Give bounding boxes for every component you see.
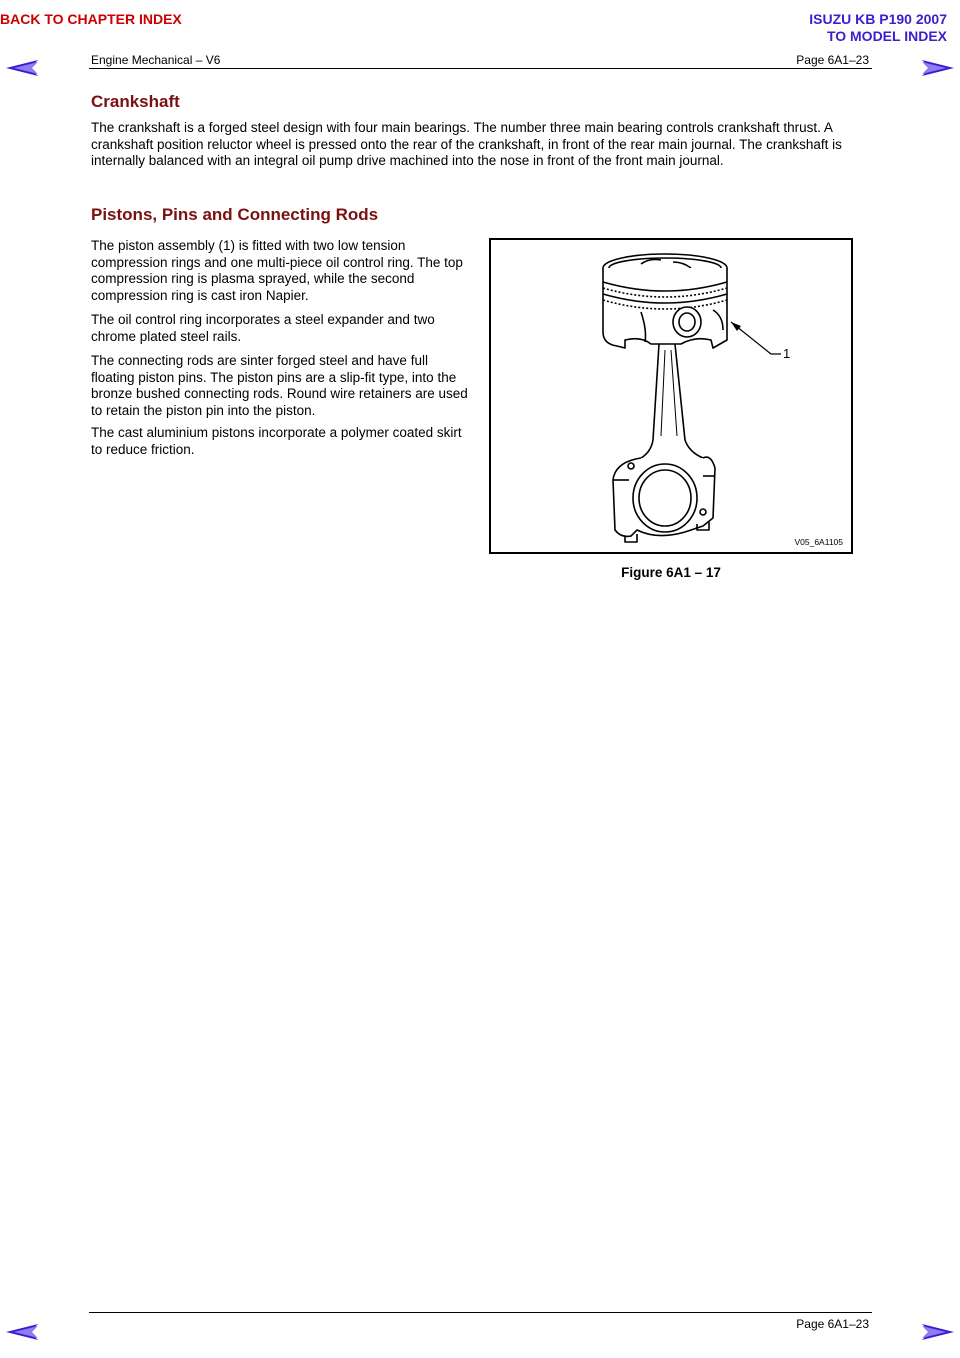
pistons-heading: Pistons, Pins and Connecting Rods — [91, 205, 379, 224]
figure-code: V05_6A1105 — [794, 537, 843, 547]
pistons-paragraph-4: The cast aluminium pistons incorporate a polymer coated skirt to reduce friction. — [91, 425, 462, 457]
next-page-arrow-icon[interactable] — [918, 59, 956, 77]
piston-connecting-rod-figure — [489, 238, 853, 554]
crankshaft-heading: Crankshaft — [91, 92, 180, 111]
model-title-link[interactable]: ISUZU KB P190 2007 — [809, 11, 947, 27]
figure-callout-1: 1 — [783, 346, 791, 361]
previous-page-arrow-icon[interactable] — [4, 59, 42, 77]
back-to-chapter-index-link[interactable]: BACK TO CHAPTER INDEX — [0, 11, 182, 27]
pistons-paragraph-3: The connecting rods are sinter forged steel and have full floating piston pins. The piston pins are a slip-fit type, into the bronze bushed connecting rods. Round wire retainers are used to retain the piston pin into the piston. — [91, 353, 468, 418]
footer-page-number: Page 6A1–23 — [796, 1317, 869, 1331]
footer-rule — [89, 1312, 872, 1313]
pistons-paragraph-2: The oil control ring incorporates a steel expander and two chrome plated steel rails. — [91, 312, 435, 344]
figure-caption: Figure 6A1 – 17 — [621, 565, 721, 580]
piston-rod-illustration — [491, 240, 851, 552]
to-model-index-link[interactable]: TO MODEL INDEX — [826, 28, 947, 44]
previous-page-arrow-icon-bottom[interactable] — [4, 1323, 42, 1341]
header-rule — [89, 68, 872, 69]
header-section-title: Engine Mechanical – V6 — [91, 53, 221, 67]
next-page-arrow-icon-bottom[interactable] — [918, 1323, 956, 1341]
header-page-number: Page 6A1–23 — [796, 53, 869, 67]
pistons-paragraph-1: The piston assembly (1) is fitted with two low tension compression rings and one multi-piece oil control ring. The top compression ring is plasma sprayed, while the second compression ring is cast iron Napier. — [91, 238, 463, 303]
crankshaft-paragraph: The crankshaft is a forged steel design with four main bearings. The number three main bearing controls crankshaft thrust. A crankshaft position reluctor wheel is pressed onto the rear of the crankshaft, in front of the rear main journal. The crankshaft is internally balanced with an integral oil pump drive machined into the nose in front of the front main journal. — [91, 120, 842, 168]
